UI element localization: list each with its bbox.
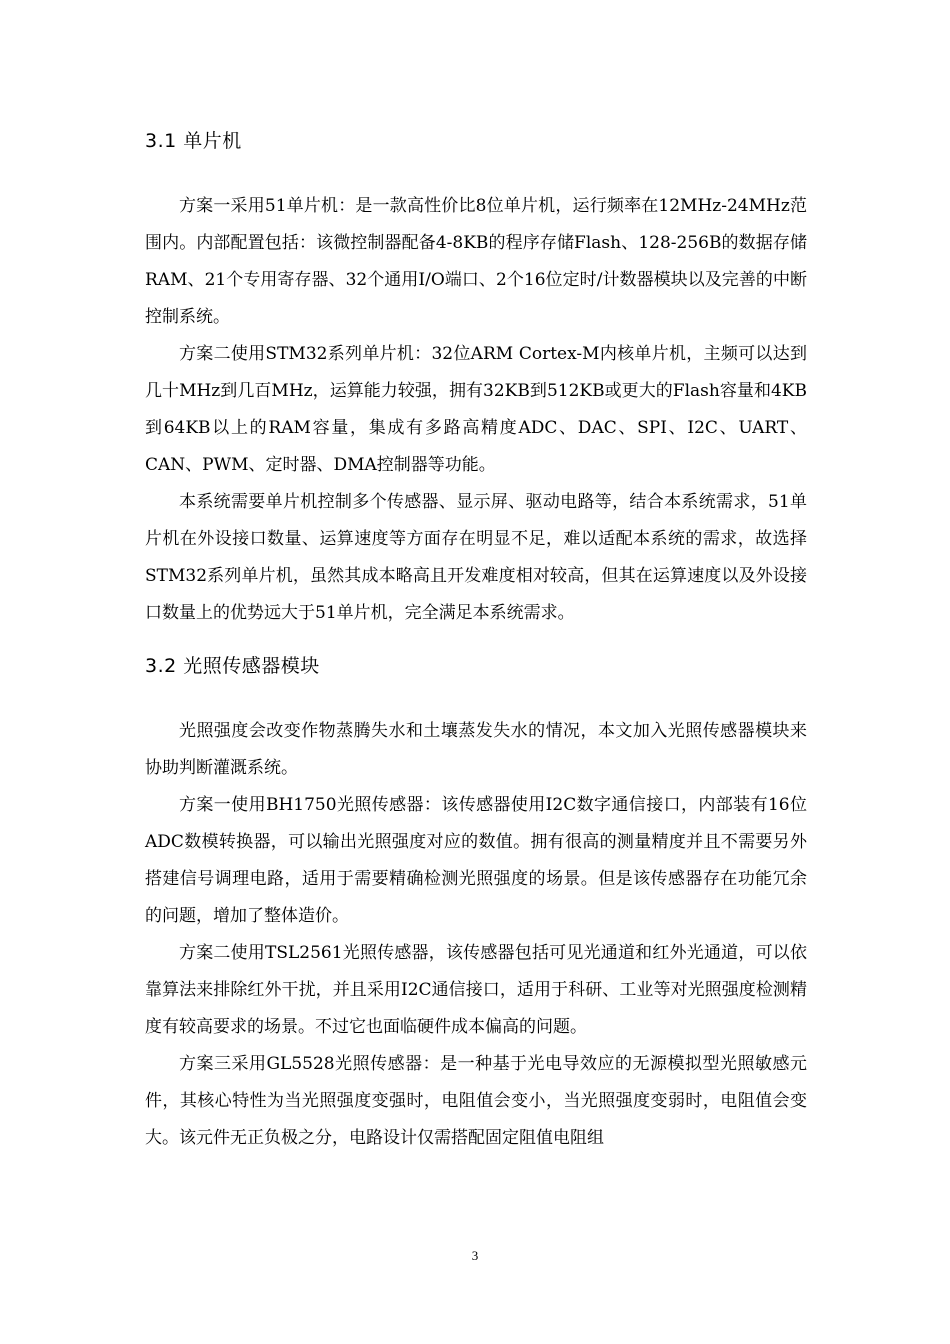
section-heading-light-sensor: 3.2 光照传感器模块 xyxy=(145,655,320,677)
paragraph-light-option3: 方案三采用GL5528光照传感器：是一种基于光电导效应的无源模拟型光照敏感元件，其核心特性为当光照强度变强时，电阻值会变小，当光照强度变弱时，电阻值会变大。该元件无正负极之分，电路设计仅需搭配固定阻值电阻组 xyxy=(145,1054,807,1148)
paragraph-mcu-option1: 方案一采用51单片机：是一款高性价比8位单片机，运行频率在12MHz-24MHz范围内。内部配置包括：该微控制器配备4-8KB的程序存储Flash、128-256B的数据存储RAM、21个专用寄存器、32个通用I/O端口、2个16位定时/计数器模块以及完善的中断控制系统。 xyxy=(145,196,807,327)
paragraph-mcu-option2: 方案二使用STM32系列单片机：32位ARM Cortex-M内核单片机，主频可以达到几十MHz到几百MHz，运算能力较强，拥有32KB到512KB或更大的Flash容量和4KB到64KB以上的RAM容量，集成有多路高精度ADC、DAC、SPI、I2C、UART、CAN、PWM、定时器、DMA控制器等功能。 xyxy=(145,344,807,475)
paragraph-mcu-conclusion: 本系统需要单片机控制多个传感器、显示屏、驱动电路等，结合本系统需求，51单片机在外设接口数量、运算速度等方面存在明显不足，难以适配本系统的需求，故选择STM32系列单片机，虽然其成本略高且开发难度相对较高，但其在运算速度以及外设接口数量上的优势远大于51单片机，完全满足本系统需求。 xyxy=(145,492,807,623)
page-content xyxy=(145,127,807,1157)
paragraph-light-intro: 光照强度会改变作物蒸腾失水和土壤蒸发失水的情况，本文加入光照传感器模块来协助判断灌溉系统。 xyxy=(145,721,807,778)
section-heading-mcu: 3.1 单片机 xyxy=(145,130,242,152)
page-number: 3 xyxy=(471,1248,479,1263)
paragraph-light-option1: 方案一使用BH1750光照传感器：该传感器使用I2C数字通信接口，内部装有16位ADC数模转换器，可以输出光照强度对应的数值。拥有很高的测量精度并且不需要另外搭建信号调理电路，适用于需要精确检测光照强度的场景。但是该传感器存在功能冗余的问题，增加了整体造价。 xyxy=(145,795,807,926)
paragraph-light-option2: 方案二使用TSL2561光照传感器，该传感器包括可见光通道和红外光通道，可以依靠算法来排除红外干扰，并且采用I2C通信接口，适用于科研、工业等对光照强度检测精度有较高要求的场景。不过它也面临硬件成本偏高的问题。 xyxy=(145,943,807,1037)
